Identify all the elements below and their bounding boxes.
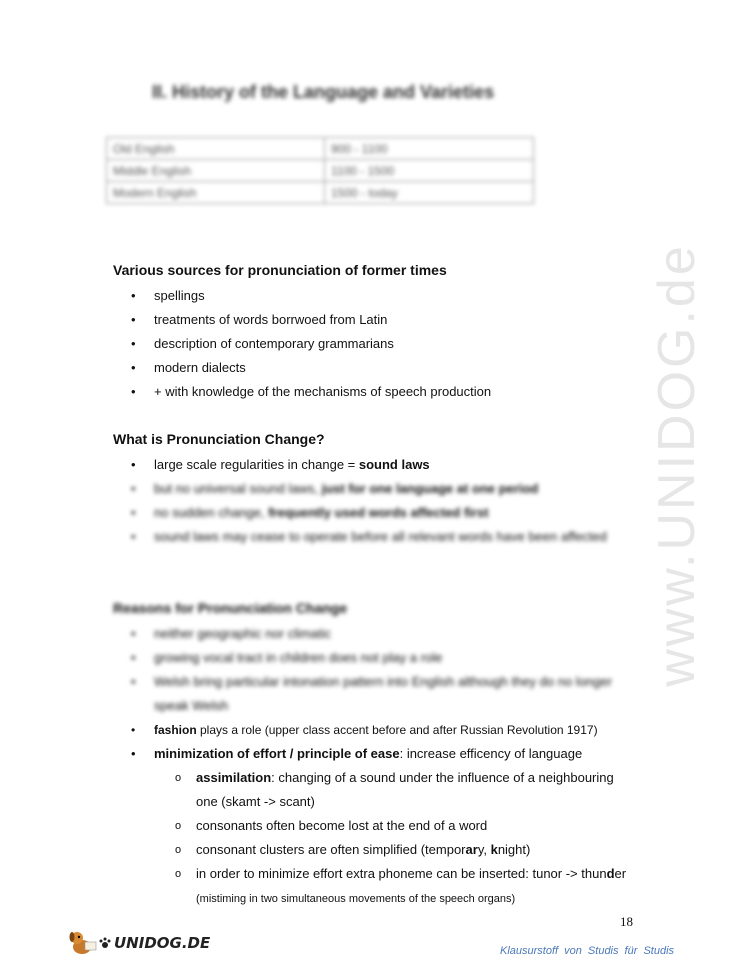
- table-row: [107, 138, 534, 160]
- change-section: [113, 429, 633, 549]
- section-heading: Reasons for Pronunciation Change: [113, 600, 348, 616]
- table-cell: Modern English: [107, 182, 325, 204]
- list-item: • sound laws may cease to operate before all relevant words have been affected: [113, 525, 633, 549]
- section-heading: Various sources for pronunciation of former times: [113, 262, 447, 278]
- sub-list-item: o consonant clusters are often simplified (temporary, knight): [113, 838, 633, 862]
- sub-list-item: o assimilation: changing of a sound under the influence of a neighbouring one (skamt -> scant): [113, 766, 633, 814]
- table-cell: Middle English: [107, 160, 325, 182]
- sources-list: [113, 284, 633, 404]
- table-cell: 900 - 1100: [325, 138, 534, 160]
- list-item: • + with knowledge of the mechanisms of speech production: [113, 380, 633, 404]
- reasons-section: [113, 598, 633, 911]
- sources-section: [113, 260, 633, 404]
- page-number: 18: [620, 914, 633, 929]
- logo-text: UNIDOG.DE: [114, 934, 211, 952]
- change-list: [113, 453, 633, 549]
- list-item: • spellings: [113, 284, 633, 308]
- ease-sublist: [113, 766, 633, 911]
- list-item: • but no universal sound laws, just for one language at one period: [113, 477, 633, 501]
- section-heading: What is Pronunciation Change?: [113, 431, 325, 447]
- footer-tagline: Klausurstoff von Studis für Studis: [500, 945, 675, 957]
- reasons-list: [113, 622, 633, 766]
- list-item: • modern dialects: [113, 356, 633, 380]
- periods-table: [106, 137, 534, 204]
- list-item: • fashion plays a role (upper class accent before and after Russian Revolution 1917): [113, 718, 633, 742]
- list-item: • Welsh bring particular intonation pattern into English although they do no longer speak Welsh: [113, 670, 633, 718]
- list-item: • treatments of words borrwoed from Latin: [113, 308, 633, 332]
- table-cell: 1100 - 1500: [325, 160, 534, 182]
- list-item: • no sudden change, frequently used words affected first: [113, 501, 633, 525]
- dog-icon: [68, 928, 98, 958]
- page-title: II. History of the Language and Varieties: [152, 82, 495, 102]
- sub-list-item: o consonants often become lost at the end of a word: [113, 814, 633, 838]
- list-item: • description of contemporary grammarians: [113, 332, 633, 356]
- table-cell: 1500 - today: [325, 182, 534, 204]
- list-item: • large scale regularities in change = sound laws: [113, 453, 633, 477]
- list-item: • minimization of effort / principle of ease: increase efficency of language: [113, 742, 633, 766]
- table-cell: Old English: [107, 138, 325, 160]
- sub-list-item: o in order to minimize effort extra phoneme can be inserted: tunor -> thunder (mistiming in two simultaneous movements of the speech organs): [113, 862, 633, 911]
- list-item: • growing vocal tract in children does not play a role: [113, 646, 633, 670]
- table-row: [107, 182, 534, 204]
- watermark: www.UNIDOG.de: [648, 243, 706, 687]
- list-item: • neither geographic nor climatic: [113, 622, 633, 646]
- paw-icon: [98, 936, 112, 950]
- unidog-logo: [68, 928, 210, 958]
- table-row: [107, 160, 534, 182]
